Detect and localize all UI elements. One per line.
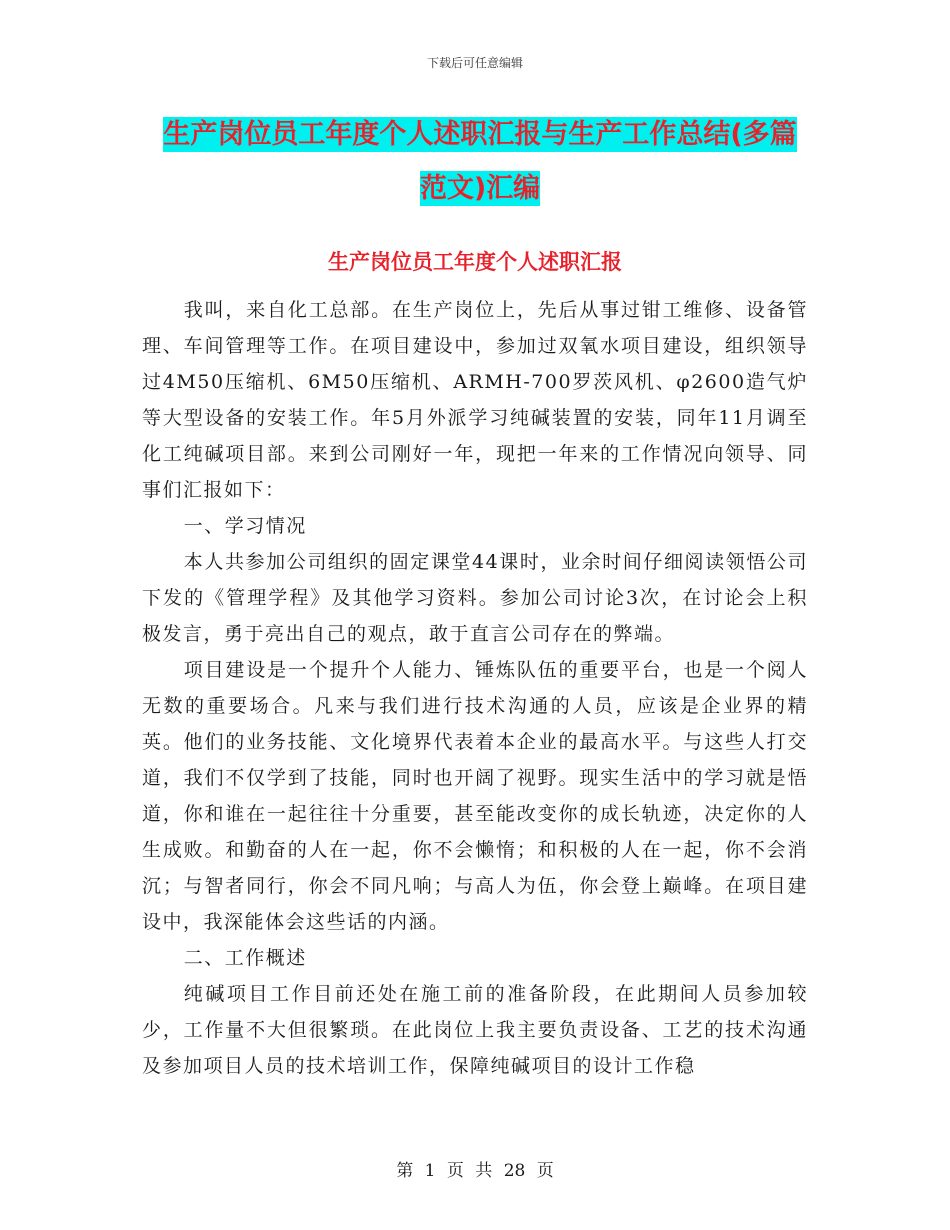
- paragraph-work: 纯碱项目工作目前还处在施工前的准备阶段，在此期间人员参加较少，工作量不大但很繁琐。在此岗位上我主要负责设备、工艺的技术沟通及参加项目人员的技术培训工作，保障纯碱项目的设计工作稳: [142, 983, 808, 1077]
- body-text: [142, 292, 808, 1084]
- heading-study: 一、学习情况: [183, 515, 307, 537]
- document-title: [140, 108, 820, 216]
- header-note: 下载后可任意编辑: [426, 56, 523, 70]
- paragraph-study: 本人共参加公司组织的固定课堂44课时，业余时间仔细阅读领悟公司下发的《管理学程》及其他学习资料。参加公司讨论3次，在讨论会上积极发言，勇于亮出自己的观点，敢于直言公司存在的弊端。: [142, 551, 808, 645]
- heading-work-overview: 二、工作概述: [183, 947, 307, 969]
- paragraph-intro: 我叫，来自化工总部。在生产岗位上，先后从事过钳工维修、设备管理、车间管理等工作。在项目建设中，参加过双氧水项目建设，组织领导过4M50压缩机、6M50压缩机、ARMH-700罗茨风机、φ2600造气炉等大型设备的安装工作。年5月外派学习纯碱装置的安装，同年11月调至化工纯碱项目部。来到公司刚好一年，现把一年来的工作情况向领导、同事们汇报如下：: [142, 299, 808, 501]
- page-number: 第 1 页 共 28 页: [396, 1161, 554, 1181]
- section-title: 生产岗位员工年度个人述职汇报: [328, 250, 622, 274]
- document-title-line1: 生产岗位员工年度个人述职汇报与生产工作总结(多篇: [163, 119, 797, 150]
- document-title-line2: 范文)汇编: [419, 173, 541, 204]
- paragraph-project: 项目建设是一个提升个人能力、锤炼队伍的重要平台，也是一个阅人无数的重要场合。凡来与我们进行技术沟通的人员，应该是企业界的精英。他们的业务技能、文化境界代表着本企业的最高水平。与这些人打交道，我们不仅学到了技能，同时也开阔了视野。现实生活中的学习就是悟道，你和谁在一起往往十分重要，甚至能改变你的成长轨迹，决定你的人生成败。和勤奋的人在一起，你不会懒惰；和积极的人在一起，你不会消沉；与智者同行，你会不同凡响；与高人为伍，你会登上巅峰。在项目建设中，我深能体会这些话的内涵。: [142, 659, 808, 933]
